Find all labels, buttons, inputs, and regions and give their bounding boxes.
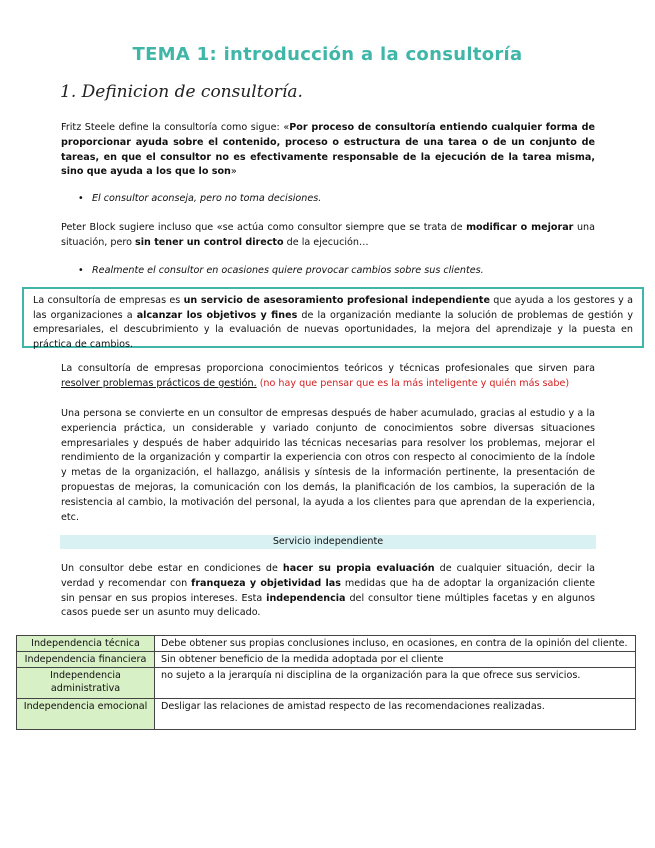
text: medidas que ha de adoptar la organización cliente sin pensar en sus propios intereses. Esta — [61, 577, 595, 604]
bold-text: sin tener un control directo — [135, 236, 284, 248]
bullet-text: El consultor aconseja, pero no toma decisiones. — [92, 193, 322, 204]
paragraph-block — [61, 221, 595, 251]
row-key: Independencia administrativa — [17, 668, 155, 699]
bold-text: Por proceso de consultoría entiendo cualquier forma de proporcionar ayuda sobre el contenido, proceso o estructura de una tarea o de un conjunto de tareas, en que el consultor no es efectivamente responsable de la ejecución de la tarea misma, sino que ayuda a los que lo son — [61, 122, 596, 178]
bullet-icon: • — [78, 193, 84, 204]
definition-box — [22, 287, 644, 348]
text: una situación, pero — [61, 222, 595, 248]
bold-text: franqueza y objetividad las — [191, 577, 341, 589]
text: » — [230, 166, 237, 178]
paragraph-knowledge — [61, 362, 595, 392]
row-key: Independencia emocional — [17, 699, 155, 730]
table-row — [17, 636, 636, 652]
row-value: Debe obtener sus propias conclusiones incluso, en ocasiones, en contra de la opinión del cliente. — [155, 636, 636, 652]
bullet-item — [78, 193, 598, 204]
bullet-icon: • — [78, 265, 84, 276]
bold-text: hacer su propia evaluación — [282, 563, 435, 574]
table-row — [17, 699, 636, 730]
text: Un consultor debe estar en condiciones de — [61, 563, 283, 574]
bullet-text: Realmente el consultor en ocasiones quiere provocar cambios sobre sus clientes. — [92, 265, 484, 276]
table-row — [17, 668, 636, 699]
section-band: Servicio independiente — [60, 535, 596, 549]
page-title: TEMA 1: introducción a la consultoría — [132, 44, 523, 65]
text: del consultor tiene múltiples facetas y en algunos casos puede ser un asunto muy delicado. — [61, 592, 595, 619]
row-key: Independencia técnica — [17, 636, 155, 652]
row-key: Independencia financiera — [17, 652, 155, 668]
paragraph-steele — [61, 121, 595, 180]
text: La consultoría de empresas proporciona conocimientos teóricos y técnicas profesionales que sirven para — [61, 363, 595, 374]
row-value: Sin obtener beneficio de la medida adoptada por el cliente — [155, 652, 636, 668]
bold-text: modificar o mejorar — [466, 222, 574, 233]
text: La consultoría de empresas es — [33, 295, 184, 306]
text: Fritz Steele define la consultoría como sigue: « — [61, 122, 290, 133]
bold-text: independencia — [266, 592, 346, 604]
text: Peter Block sugiere incluso que «se actúa como consultor siempre que se trata de — [61, 222, 467, 233]
independence-table — [16, 635, 636, 730]
text: de la ejecución… — [283, 236, 369, 248]
underlined-text: resolver problemas prácticos de gestión. — [61, 377, 257, 389]
bold-text: alcanzar los objetivos y fines — [136, 309, 298, 321]
row-value: Desligar las relaciones de amistad respecto de las recomendaciones realizadas. — [155, 699, 636, 730]
paragraph-independence — [61, 562, 595, 621]
text: de cualquier situación, decir la verdad y recomendar con — [61, 563, 595, 589]
section-heading: 1. Definicion de consultoría. — [60, 82, 303, 102]
table-row — [17, 652, 636, 668]
paragraph-consultant: Una persona se convierte en un consultor de empresas después de haber acumulado, gracias al estudio y a la experiencia práctica, un considerable y variado conjunto de conocimientos sobre diversas situaciones empresariales y después de haber adquirido las técnicas necesarias para resolver los problemas, mejorar el rendimiento de la organización y compartir la experiencia con otros con respecto al conocimiento de la índole y metas de la organización, el hallazgo, análisis y síntesis de la información pertinente, la presentación de propuestas de mejoras, la comunicación con los demás, la planificación de los cambios, la superación de la resistencia al cambio, la motivación del personal, la ayuda a los clientes para que aprendan de la experiencia, etc. — [61, 408, 595, 523]
text: de la organización mediante la solución de problemas de gestión y empresariales, el descubrimiento y la evaluación de nuevas oportunidades, la mejora del aprendizaje y la puesta en práctica de cambios. — [33, 309, 633, 350]
bold-text: un servicio de asesoramiento profesional independiente — [183, 295, 490, 306]
text: que ayuda a los gestores y a las organizaciones a — [33, 295, 633, 321]
row-value: no sujeto a la jerarquía ni disciplina de la organización para la que ofrece sus servicios. — [155, 668, 636, 699]
bullet-item — [78, 265, 598, 276]
red-note: (no hay que pensar que es la más inteligente y quién más sabe) — [256, 377, 570, 389]
